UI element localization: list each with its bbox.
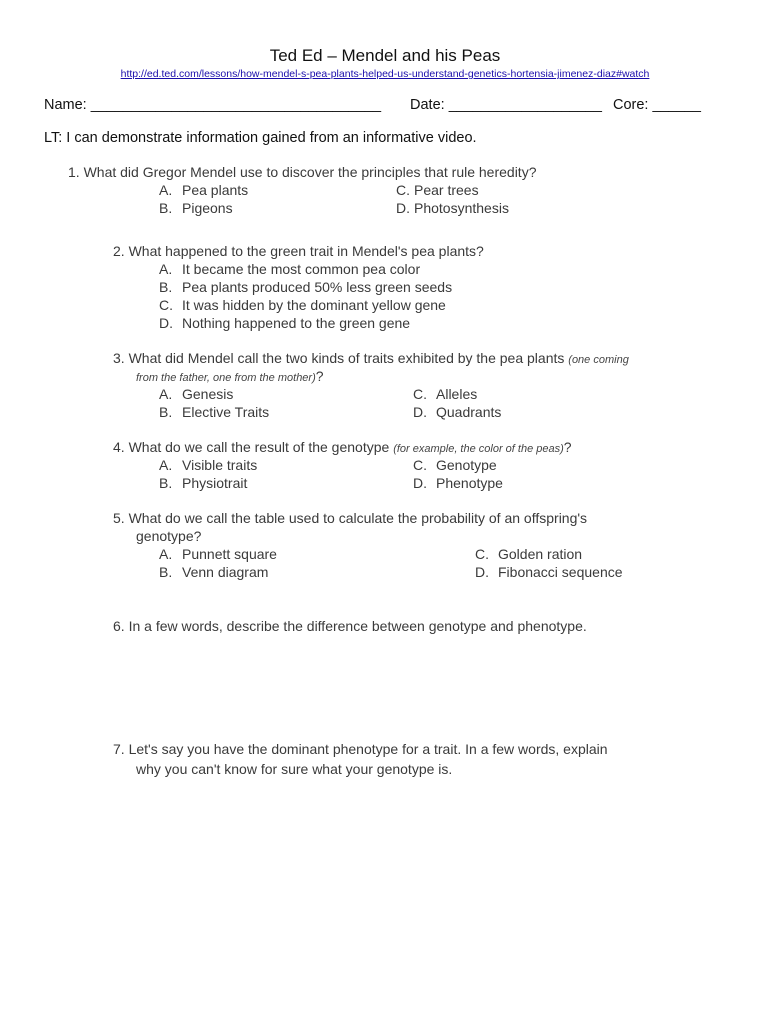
question-text: In a few words, describe the difference between genotype and phenotype. (128, 618, 587, 634)
option-d: D. Phenotype (413, 475, 503, 491)
option-b: B. Elective Traits (159, 404, 270, 420)
question-number: 2. (113, 243, 125, 259)
question-7-cont: why you can't know for sure what your genotype is. (136, 761, 453, 777)
question-note: (for example, the color of the peas) (393, 443, 564, 455)
question-7 (113, 741, 608, 757)
option-a: A. Genesis (159, 386, 234, 402)
option-a: A. Visible traits (159, 457, 258, 473)
option-b: B. Physiotrait (159, 475, 248, 491)
question-text: What happened to the green trait in Mendel's pea plants? (128, 243, 484, 259)
option-c: C. It was hidden by the dominant yellow gene (159, 297, 446, 313)
question-5 (113, 510, 587, 526)
question-number: 1. (68, 164, 80, 180)
question-3 (113, 350, 629, 366)
option-c: C. Genotype (413, 457, 497, 473)
question-number: 7. (113, 741, 125, 757)
option-b: B. Pigeons (159, 200, 233, 216)
option-d: D. Nothing happened to the green gene (159, 315, 411, 331)
question-6 (113, 618, 587, 634)
question-2 (113, 243, 484, 259)
question-number: 4. (113, 439, 125, 455)
option-a: A. Punnett square (159, 546, 277, 562)
question-note-cont: from the father, one from the mother) (136, 372, 316, 384)
question-3-cont: from the father, one from the mother)? (136, 368, 324, 384)
option-d: D. Quadrants (413, 404, 502, 420)
date-field[interactable] (410, 97, 602, 113)
question-5-cont: genotype? (136, 528, 202, 544)
option-b: B. Venn diagram (159, 564, 269, 580)
question-text: What did Mendel call the two kinds of traits exhibited by the pea plants (128, 350, 565, 366)
question-number: 3. (113, 350, 125, 366)
option-d: D. Fibonacci sequence (475, 564, 623, 580)
date-label: Date: (410, 97, 445, 113)
question-text: What did Gregor Mendel use to discover the principles that rule heredity? (83, 164, 537, 180)
core-label: Core: (613, 97, 649, 113)
name-label: Name: (44, 97, 87, 113)
question-number: 6. (113, 618, 125, 634)
question-text: What do we call the result of the genotype (128, 439, 390, 455)
option-c: C. Pear trees (396, 182, 479, 198)
option-a: A. Pea plants (159, 182, 249, 198)
core-blank[interactable]: ______ (652, 97, 701, 113)
option-d: D. Photosynthesis (396, 200, 509, 216)
option-c: C. Alleles (413, 386, 478, 402)
option-a: A. It became the most common pea color (159, 261, 421, 277)
core-field[interactable] (613, 97, 701, 113)
video-link[interactable]: http://ed.ted.com/lessons/how-mendel-s-pea-plants-helped-us-understand-genetics-hortensia-jimenez-diaz#watch (120, 68, 650, 80)
learning-target: LT: I can demonstrate information gained from an informative video. (44, 130, 477, 146)
date-blank[interactable]: ___________________ (448, 97, 602, 113)
page-title: Ted Ed – Mendel and his Peas (269, 46, 501, 65)
question-text: Let's say you have the dominant phenotype for a trait. In a few words, explain (128, 741, 608, 757)
question-1 (68, 164, 536, 180)
name-blank[interactable]: ____________________________________ (90, 97, 382, 113)
question-text: What do we call the table used to calculate the probability of an offspring's (128, 510, 588, 526)
option-c: C. Golden ration (475, 546, 583, 562)
question-4: 4. What do we call the result of the genotype (for example, the color of the peas)? (113, 439, 572, 455)
option-b: B. Pea plants produced 50% less green seeds (159, 279, 453, 295)
name-field[interactable] (44, 97, 381, 113)
question-note: (one coming (568, 354, 629, 366)
question-number: 5. (113, 510, 125, 526)
